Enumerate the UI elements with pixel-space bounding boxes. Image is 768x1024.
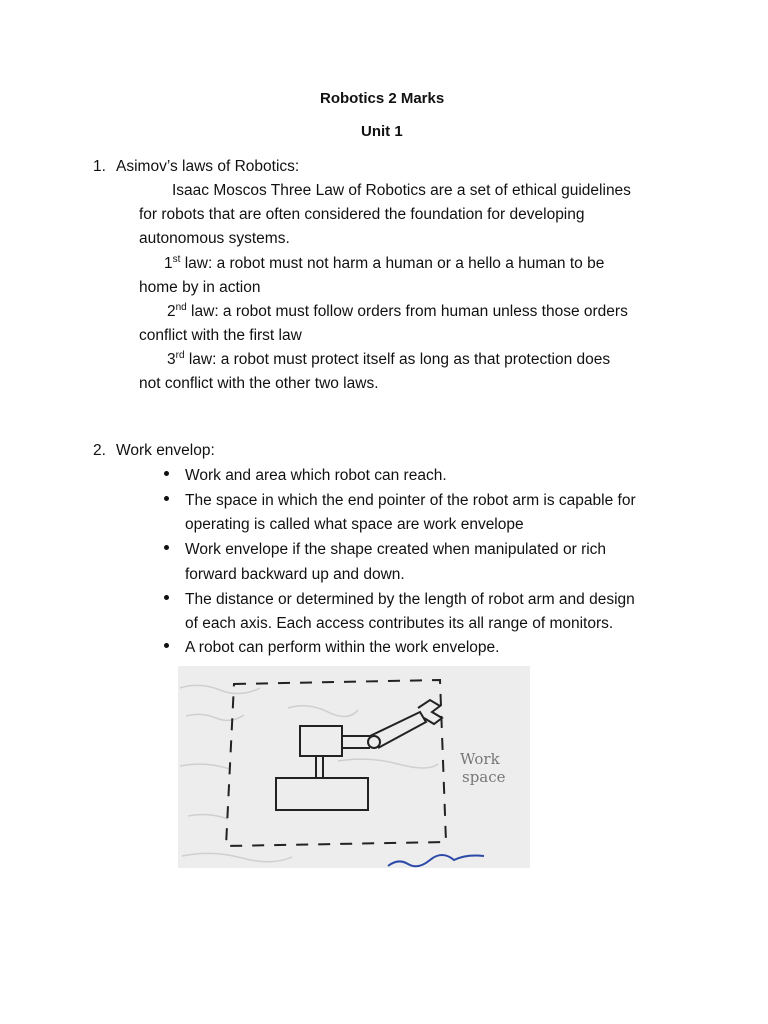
bullet-3-line1: Work envelope if the shape created when manipulated or rich — [185, 541, 607, 558]
bullet-dot — [164, 471, 169, 476]
law3-line1: 3rd law: a robot must protect itself as long as that protection does — [167, 350, 611, 368]
law1-line2: home by in action — [139, 279, 261, 296]
law2-line2: conflict with the first law — [139, 327, 302, 344]
bullet-5-line1: A robot can perform within the work envelope. — [185, 639, 500, 656]
law2-line1: 2nd law: a robot must follow orders from human unless those orders — [167, 302, 628, 320]
sketch-label-line1: Work — [460, 750, 500, 768]
bullet-dot — [164, 643, 169, 648]
q2-number: 2. — [93, 442, 106, 459]
bullet-1-line1: Work and area which robot can reach. — [185, 467, 447, 484]
q1-intro-line3: autonomous systems. — [139, 230, 290, 247]
document-title: Robotics 2 Marks — [320, 90, 445, 107]
bullet-dot — [164, 496, 169, 501]
robot-arm-drawing — [178, 666, 530, 868]
q1-intro-line2: for robots that are often considered the foundation for developing — [139, 206, 585, 223]
q2-heading: Work envelop: — [116, 442, 215, 459]
q1-intro-line1: Isaac Moscos Three Law of Robotics are a set of ethical guidelines — [172, 182, 631, 199]
document-subtitle: Unit 1 — [361, 123, 403, 140]
bullet-dot — [164, 545, 169, 550]
work-envelope-sketch — [178, 666, 530, 868]
bullet-4-line2: of each axis. Each access contributes its all range of monitors. — [185, 615, 614, 632]
law3-line2: not conflict with the other two laws. — [139, 375, 379, 392]
q1-number: 1. — [93, 158, 106, 175]
sketch-label-line2: space — [462, 768, 506, 786]
law1-line1: 1st law: a robot must not harm a human or a hello a human to be — [164, 254, 605, 272]
q1-heading: Asimov’s laws of Robotics: — [116, 158, 300, 175]
bullet-dot — [164, 595, 169, 600]
bullet-2-line1: The space in which the end pointer of the robot arm is capable for — [185, 492, 636, 509]
bullet-4-line1: The distance or determined by the length of robot arm and design — [185, 591, 635, 608]
bullet-2-line2: operating is called what space are work envelope — [185, 516, 524, 533]
bullet-3-line2: forward backward up and down. — [185, 566, 405, 583]
